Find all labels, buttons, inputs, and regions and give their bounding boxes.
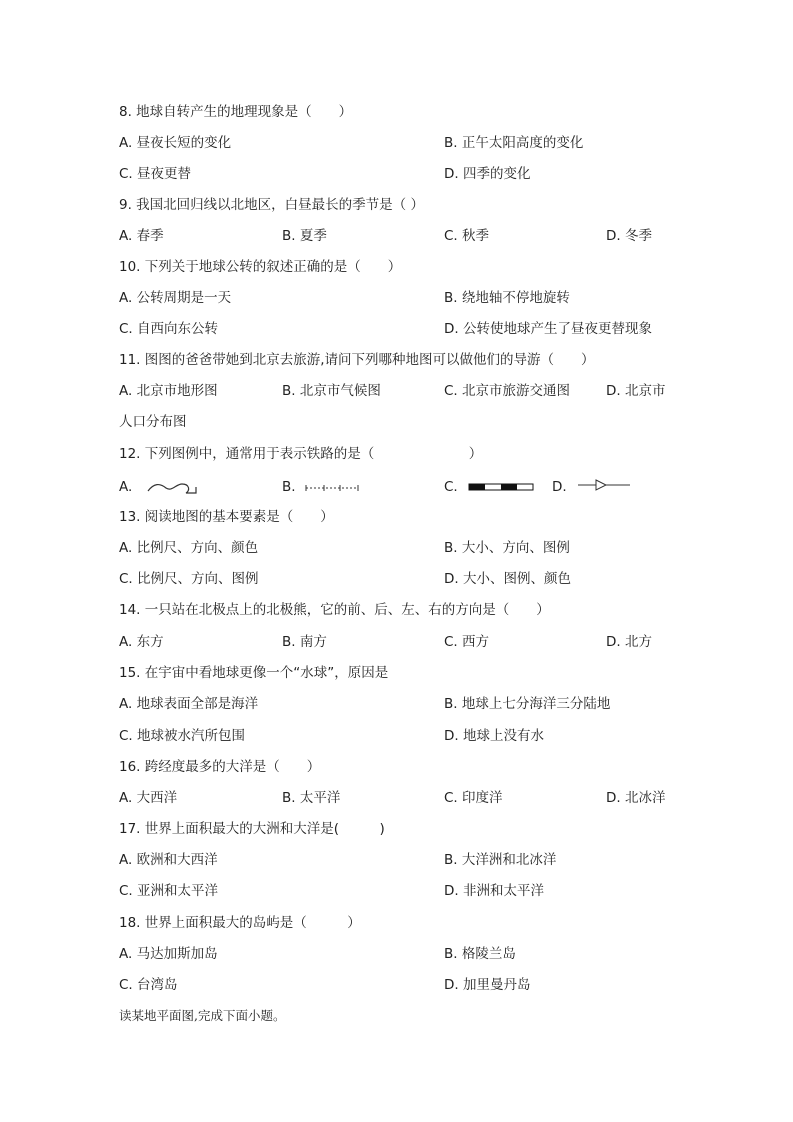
arrow-line-icon — [576, 478, 632, 492]
question-11-option-b: B. 北京市气候图 — [282, 383, 381, 399]
question-16-option-a: A. 大西洋 — [119, 790, 178, 806]
question-16-option-c: C. 印度洋 — [444, 790, 503, 806]
question-11-option-c: C. 北京市旅游交通图 — [444, 383, 571, 399]
question-15-option-b: B. 地球上七分海洋三分陆地 — [444, 696, 611, 712]
question-18-option-c: C. 台湾岛 — [119, 977, 178, 993]
question-15-option-d: D. 地球上没有水 — [444, 728, 544, 744]
question-12-option-c: C. — [444, 479, 458, 495]
question-13-option-b: B. 大小、方向、图例 — [444, 540, 570, 556]
question-14-option-a: A. 东方 — [119, 634, 164, 650]
question-17-option-c: C. 亚洲和太平洋 — [119, 883, 219, 899]
question-18-stem: 18. 世界上面积最大的岛屿是（ ） — [119, 915, 361, 931]
question-10-option-d: D. 公转使地球产生了昼夜更替现象 — [444, 321, 652, 337]
question-11-option-d-continuation: 人口分布图 — [119, 414, 187, 430]
question-14-option-c: C. 西方 — [444, 634, 490, 650]
question-12-option-a: A. — [119, 479, 133, 495]
question-15-stem: 15. 在宇宙中看地球更像一个“水球”，原因是 — [119, 665, 389, 681]
question-16-option-d: D. 北冰洋 — [606, 790, 666, 806]
question-12-option-d: D. — [552, 479, 567, 495]
question-11-option-d: D. 北京市 — [606, 383, 666, 399]
reading-instruction: 读某地平面图,完成下面小题。 — [119, 1008, 286, 1023]
question-18-option-b: B. 格陵兰岛 — [444, 946, 516, 962]
question-16-option-b: B. 太平洋 — [282, 790, 341, 806]
question-8-option-b: B. 正午太阳高度的变化 — [444, 135, 584, 151]
question-11-option-a: A. 北京市地形图 — [119, 383, 218, 399]
question-13-stem: 13. 阅读地图的基本要素是（ ） — [119, 509, 334, 525]
question-9-option-c: C. 秋季 — [444, 228, 490, 244]
question-13-option-a: A. 比例尺、方向、颜色 — [119, 540, 259, 556]
question-17-option-a: A. 欧洲和大西洋 — [119, 852, 218, 868]
question-18-option-a: A. 马达加斯加岛 — [119, 946, 218, 962]
question-15-option-c: C. 地球被水汽所包围 — [119, 728, 246, 744]
question-17-option-b: B. 大洋洲和北冰洋 — [444, 852, 557, 868]
question-17-stem: 17. 世界上面积最大的大洲和大洋是( ) — [119, 821, 385, 837]
question-8-option-c: C. 昼夜更替 — [119, 166, 192, 182]
question-10-option-b: B. 绕地轴不停地旋转 — [444, 290, 570, 306]
dotted-line-icon — [304, 482, 360, 494]
question-9-stem: 9. 我国北回归线以北地区，白昼最长的季节是（ ） — [119, 197, 424, 213]
question-17-option-d: D. 非洲和太平洋 — [444, 883, 544, 899]
question-16-stem: 16. 跨经度最多的大洋是（ ） — [119, 759, 321, 775]
question-12-option-b: B. — [282, 479, 296, 495]
question-18-option-d: D. 加里曼丹岛 — [444, 977, 531, 993]
question-13-option-c: C. 比例尺、方向、图例 — [119, 571, 259, 587]
question-10-option-a: A. 公转周期是一天 — [119, 290, 232, 306]
question-13-option-d: D. 大小、图例、颜色 — [444, 571, 571, 587]
question-15-option-a: A. 地球表面全部是海洋 — [119, 696, 259, 712]
question-9-option-b: B. 夏季 — [282, 228, 327, 244]
question-10-option-c: C. 自西向东公转 — [119, 321, 219, 337]
question-9-option-a: A. 春季 — [119, 228, 164, 244]
question-12-stem: 12. 下列图例中，通常用于表示铁路的是（ ） — [119, 446, 483, 462]
question-8-option-d: D. 四季的变化 — [444, 166, 531, 182]
question-11-stem: 11. 图图的爸爸带她到北京去旅游,请问下列哪种地图可以做他们的导游（ ） — [119, 352, 595, 368]
question-8-option-a: A. 昼夜长短的变化 — [119, 135, 232, 151]
question-8-stem: 8. 地球自转产生的地理现象是（ ） — [119, 104, 353, 120]
question-14-option-b: B. 南方 — [282, 634, 327, 650]
railway-line-icon — [468, 481, 534, 493]
question-14-option-d: D. 北方 — [606, 634, 652, 650]
question-10-stem: 10. 下列关于地球公转的叙述正确的是（ ） — [119, 259, 402, 275]
river-curve-icon — [146, 479, 200, 497]
question-9-option-d: D. 冬季 — [606, 228, 652, 244]
question-14-stem: 14. 一只站在北极点上的北极熊，它的前、后、左、右的方向是（ ） — [119, 602, 550, 618]
